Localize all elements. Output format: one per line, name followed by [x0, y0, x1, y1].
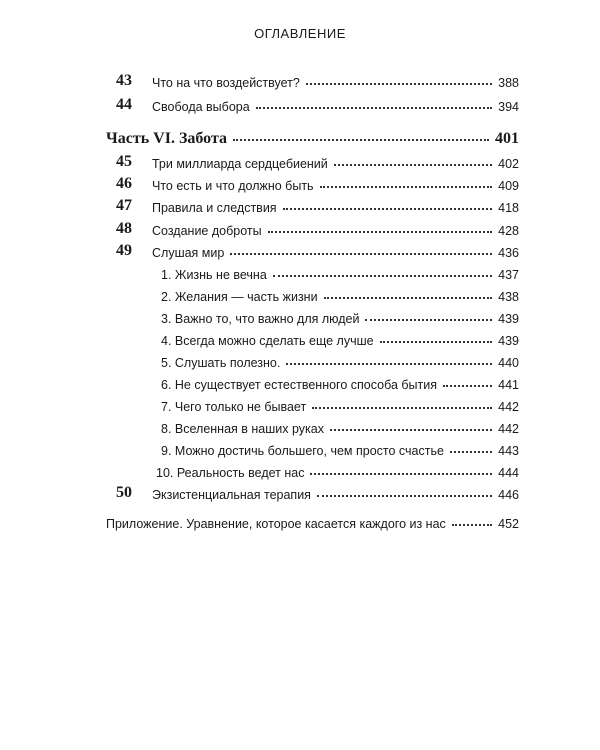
subentry-title: 10. Реальность ведет нас: [156, 466, 305, 480]
toc-entry[interactable]: [152, 199, 519, 215]
toc-appendix[interactable]: [106, 515, 519, 531]
leader-dots: [320, 175, 493, 188]
entry-title: Три миллиарда сердцебиений: [152, 157, 328, 171]
chapter-number: 48: [116, 220, 132, 237]
entry-page: 394: [498, 100, 519, 114]
entry-title: Что есть и что должно быть: [152, 179, 314, 193]
toc-entry[interactable]: [152, 98, 519, 114]
chapter-number: 45: [116, 153, 132, 170]
leader-dots: [233, 128, 489, 141]
leader-dots: [334, 153, 492, 166]
entry-title: Слушая мир: [152, 246, 225, 260]
leader-dots: [317, 484, 492, 497]
leader-dots: [273, 264, 492, 277]
leader-dots: [286, 352, 492, 365]
part-title: Часть VI. Забота: [106, 130, 228, 147]
subentry-title: 8. Вселенная в наших руках: [161, 422, 324, 436]
subentry-page: 439: [498, 334, 519, 348]
entry-page: 436: [498, 246, 519, 260]
entry-page: 402: [498, 157, 519, 171]
leader-dots: [324, 286, 493, 299]
leader-dots: [452, 513, 492, 526]
chapter-number: 46: [116, 175, 132, 192]
toc-subentry[interactable]: [161, 376, 519, 392]
entry-title: Что на что воздействует?: [152, 76, 300, 90]
leader-dots: [450, 440, 492, 453]
subentry-title: 2. Желания — часть жизни: [161, 290, 318, 304]
toc-subentry[interactable]: [161, 354, 519, 370]
subentry-page: 442: [498, 400, 519, 414]
subentry-page: 437: [498, 268, 519, 282]
subentry-page: 439: [498, 312, 519, 326]
leader-dots: [312, 396, 492, 409]
leader-dots: [283, 197, 493, 210]
subentry-title: 1. Жизнь не вечна: [161, 268, 267, 282]
toc-subentry[interactable]: [156, 464, 519, 480]
entry-page: 446: [498, 488, 519, 502]
subentry-title: 9. Можно достичь большего, чем просто счастье: [161, 444, 444, 458]
chapter-number: 50: [116, 484, 132, 501]
toc-subentry[interactable]: [161, 332, 519, 348]
subentry-page: 444: [498, 466, 519, 480]
leader-dots: [443, 374, 492, 387]
leader-dots: [380, 330, 493, 343]
entry-page: 418: [498, 201, 519, 215]
toc-subentry[interactable]: [161, 442, 519, 458]
entry-page: 388: [498, 76, 519, 90]
entry-title: Правила и следствия: [152, 201, 277, 215]
entry-title: Свобода выбора: [152, 100, 250, 114]
appendix-title: Приложение. Уравнение, которое касается каждого из нас: [106, 517, 446, 531]
appendix-page: 452: [498, 517, 519, 531]
page-header: ОГЛАВЛЕНИЕ: [254, 26, 346, 41]
toc-subentry[interactable]: [161, 420, 519, 436]
subentry-page: 441: [498, 378, 519, 392]
subentry-title: 7. Чего только не бывает: [161, 400, 307, 414]
toc-entry[interactable]: [152, 155, 519, 171]
leader-dots: [365, 308, 492, 321]
subentry-title: 5. Слушать полезно.: [161, 356, 281, 370]
subentry-page: 443: [498, 444, 519, 458]
chapter-number: 47: [116, 197, 132, 214]
part-heading[interactable]: [106, 130, 519, 146]
toc-subentry[interactable]: [161, 266, 519, 282]
leader-dots: [230, 242, 492, 255]
leader-dots: [330, 418, 492, 431]
subentry-title: 6. Не существует естественного способа бытия: [161, 378, 437, 392]
subentry-page: 442: [498, 422, 519, 436]
toc-subentry[interactable]: [161, 310, 519, 326]
entry-title: Экзистенциальная терапия: [152, 488, 311, 502]
toc-entry[interactable]: [152, 486, 519, 502]
subentry-page: 440: [498, 356, 519, 370]
leader-dots: [268, 220, 493, 233]
chapter-number: 44: [116, 96, 132, 113]
subentry-page: 438: [498, 290, 519, 304]
leader-dots: [310, 462, 492, 475]
leader-dots: [256, 96, 492, 109]
toc-subentry[interactable]: [161, 288, 519, 304]
entry-page: 409: [498, 179, 519, 193]
leader-dots: [306, 72, 492, 85]
subentry-title: 3. Важно то, что важно для людей: [161, 312, 360, 326]
chapter-number: 49: [116, 242, 132, 259]
entry-title: Создание доброты: [152, 224, 262, 238]
toc-entry[interactable]: [152, 74, 519, 90]
part-page: 401: [495, 130, 519, 147]
toc-entry[interactable]: [152, 177, 519, 193]
chapter-number: 43: [116, 72, 132, 89]
subentry-title: 4. Всегда можно сделать еще лучше: [161, 334, 374, 348]
toc-subentry[interactable]: [161, 398, 519, 414]
entry-page: 428: [498, 224, 519, 238]
toc-entry[interactable]: [152, 244, 519, 260]
toc-entry[interactable]: [152, 222, 519, 238]
